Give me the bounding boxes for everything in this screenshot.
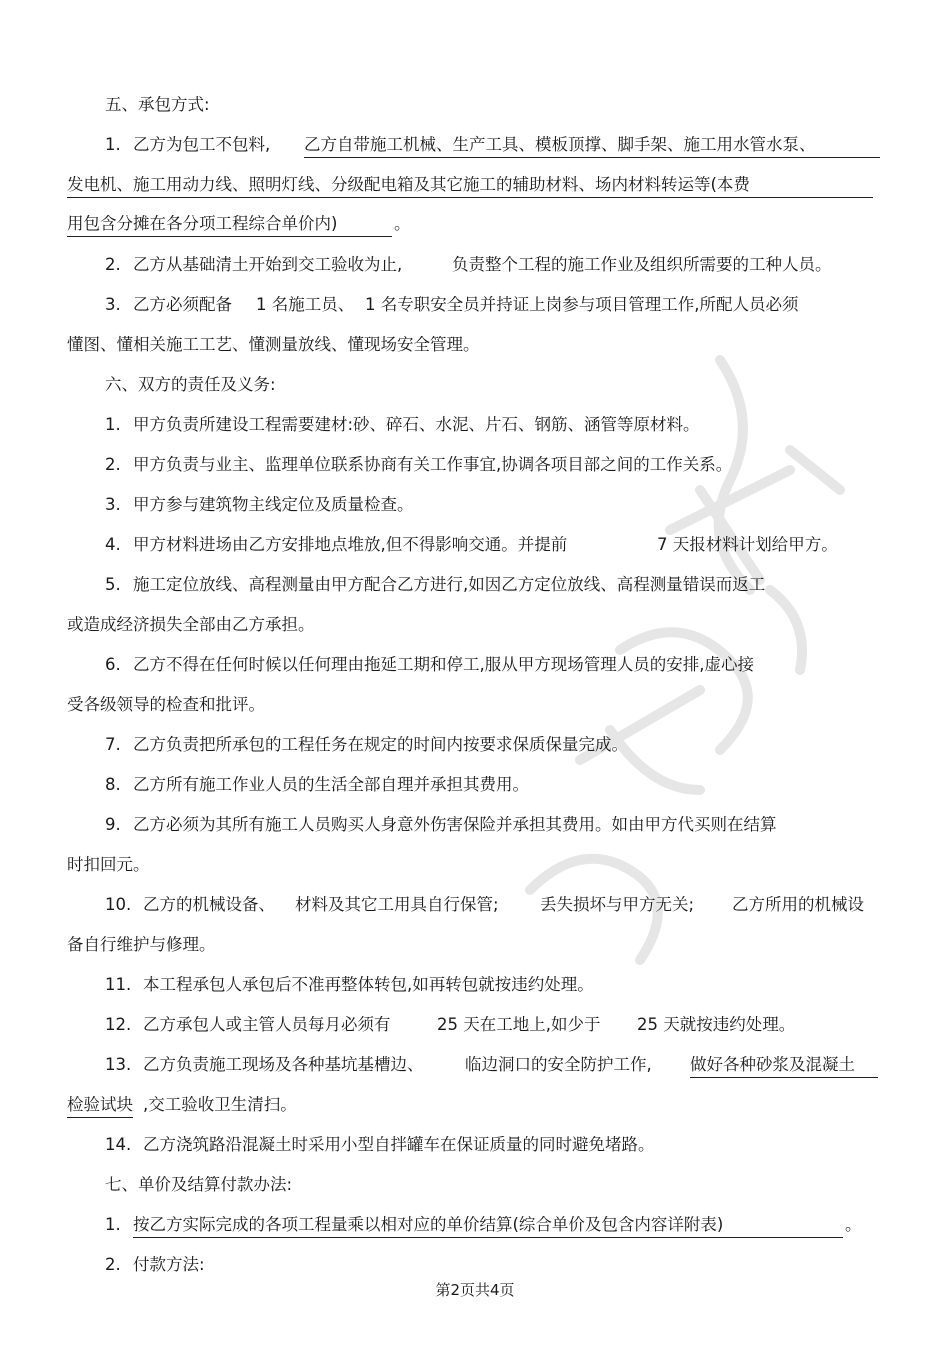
underlined-text: 做好各种砂浆及混凝土 [690, 1054, 878, 1078]
item-number: 6. [105, 655, 121, 674]
item-number: 8. [105, 775, 121, 794]
paragraph-text: 乙方负责施工现场及各种基坑基槽边、 [143, 1055, 424, 1074]
item-number: 3. [105, 295, 121, 314]
paragraph-text: 乙方所用的机械设 [732, 895, 864, 914]
paragraph-text: 乙方必须为其所有施工人员购买人身意外伤害保险并承担其费用。如由甲方代买则在结算 [133, 815, 777, 834]
paragraph-text: 懂图、懂相关施工工艺、懂测量放线、懂现场安全管理。 [67, 335, 480, 354]
paragraph-text: 。 [845, 1215, 862, 1234]
paragraph-text: 乙方负责把所承包的工程任务在规定的时间内按要求保质保量完成。 [133, 735, 628, 754]
section-6-heading: 六、双方的责任及义务: [105, 375, 276, 394]
paragraph-text: 乙方浇筑路沿混凝土时采用小型自拌罐车在保证质量的同时避免堵路。 [143, 1135, 655, 1154]
underlined-text: 按乙方实际完成的各项工程量乘以相对应的单价结算(综合单价及包含内容详附表) [133, 1214, 843, 1238]
paragraph-text: 材料及其它工用具自行保管; [295, 895, 499, 914]
item-number: 9. [105, 815, 121, 834]
page-number: 第2页共4页 [435, 1281, 515, 1299]
item-number: 2. [105, 1255, 121, 1274]
paragraph-text: 负责整个工程的施工作业及组织所需要的工种人员。 [452, 255, 832, 274]
paragraph-text: ,交工验收卫生清扫。 [143, 1095, 297, 1114]
paragraph-text: 付款方法: [133, 1255, 205, 1274]
paragraph-text: 本工程承包人承包后不准再整体转包,如再转包就按违约处理。 [143, 975, 594, 994]
paragraph-text: 7 天报材料计划给甲方。 [657, 535, 838, 554]
section-5-heading: 五、承包方式: [105, 95, 210, 114]
underlined-text: 检验试块 [67, 1094, 133, 1118]
paragraph-text: 25 天在工地上,如少于 [437, 1015, 601, 1034]
paragraph-text: 25 天就按违约处理。 [637, 1015, 796, 1034]
paragraph-text: 乙方必须配备 [133, 295, 232, 314]
paragraph-text: 乙方承包人或主管人员每月必须有 [143, 1015, 391, 1034]
paragraph-text: 备自行维护与修理。 [67, 935, 216, 954]
paragraph-text: 乙方为包工不包料, [133, 135, 271, 154]
item-number: 2. [105, 255, 121, 274]
underlined-text: 发电机、施工用动力线、照明灯线、分级配电箱及其它施工的辅助材料、场内材料转运等(本费 [67, 174, 873, 198]
paragraph-text: 甲方材料进场由乙方安排地点堆放,但不得影响交通。并提前 [133, 535, 568, 554]
underlined-text: 乙方自带施工机械、生产工具、模板顶撑、脚手架、施工用水管水泵、 [304, 134, 880, 158]
item-number: 4. [105, 535, 121, 554]
paragraph-text: 受各级领导的检查和批评。 [67, 695, 265, 714]
item-number: 10. [105, 895, 132, 914]
item-number: 7. [105, 735, 121, 754]
item-number: 3. [105, 495, 121, 514]
paragraph-text: 或造成经济损失全部由乙方承担。 [67, 615, 315, 634]
item-number: 12. [105, 1015, 132, 1034]
item-number: 11. [105, 975, 132, 994]
item-number: 1. [105, 135, 121, 154]
paragraph-text: 甲方负责与业主、监理单位联系协商有关工作事宜,协调各项目部之间的工作关系。 [133, 455, 733, 474]
paragraph-text: 临边洞口的安全防护工作, [465, 1055, 652, 1074]
paragraph-text: 。 [394, 214, 411, 233]
paragraph-text: 时扣回元。 [67, 855, 150, 874]
paragraph-text: 甲方参与建筑物主线定位及质量检查。 [133, 495, 414, 514]
section-7-heading: 七、单价及结算付款办法: [105, 1175, 293, 1194]
paragraph-text: 丢失损坏与甲方无关; [540, 895, 695, 914]
item-number: 1. [105, 1215, 121, 1234]
item-number: 1. [105, 415, 121, 434]
item-number: 13. [105, 1055, 132, 1074]
paragraph-text: 施工定位放线、高程测量由甲方配合乙方进行,如因乙方定位放线、高程测量错误而返工 [133, 575, 766, 594]
paragraph-text: 1 名专职安全员并持证上岗参与项目管理工作,所配人员必须 [365, 295, 799, 314]
paragraph-text: 乙方的机械设备、 [143, 895, 275, 914]
item-number: 14. [105, 1135, 132, 1154]
paragraph-text: 乙方不得在任何时候以任何理由拖延工期和停工,服从甲方现场管理人员的安排,虚心接 [133, 655, 754, 674]
underlined-text: 用包含分摊在各分项工程综合单价内) [67, 213, 392, 237]
item-number: 2. [105, 455, 121, 474]
paragraph-text: 甲方负责所建设工程需要建材:砂、碎石、水泥、片石、钢筋、涵管等原材料。 [133, 415, 700, 434]
paragraph-text: 乙方所有施工作业人员的生活全部自理并承担其费用。 [133, 775, 529, 794]
paragraph-text: 1 名施工员、 [256, 295, 355, 314]
item-number: 5. [105, 575, 121, 594]
paragraph-text: 乙方从基础清土开始到交工验收为止, [133, 255, 403, 274]
